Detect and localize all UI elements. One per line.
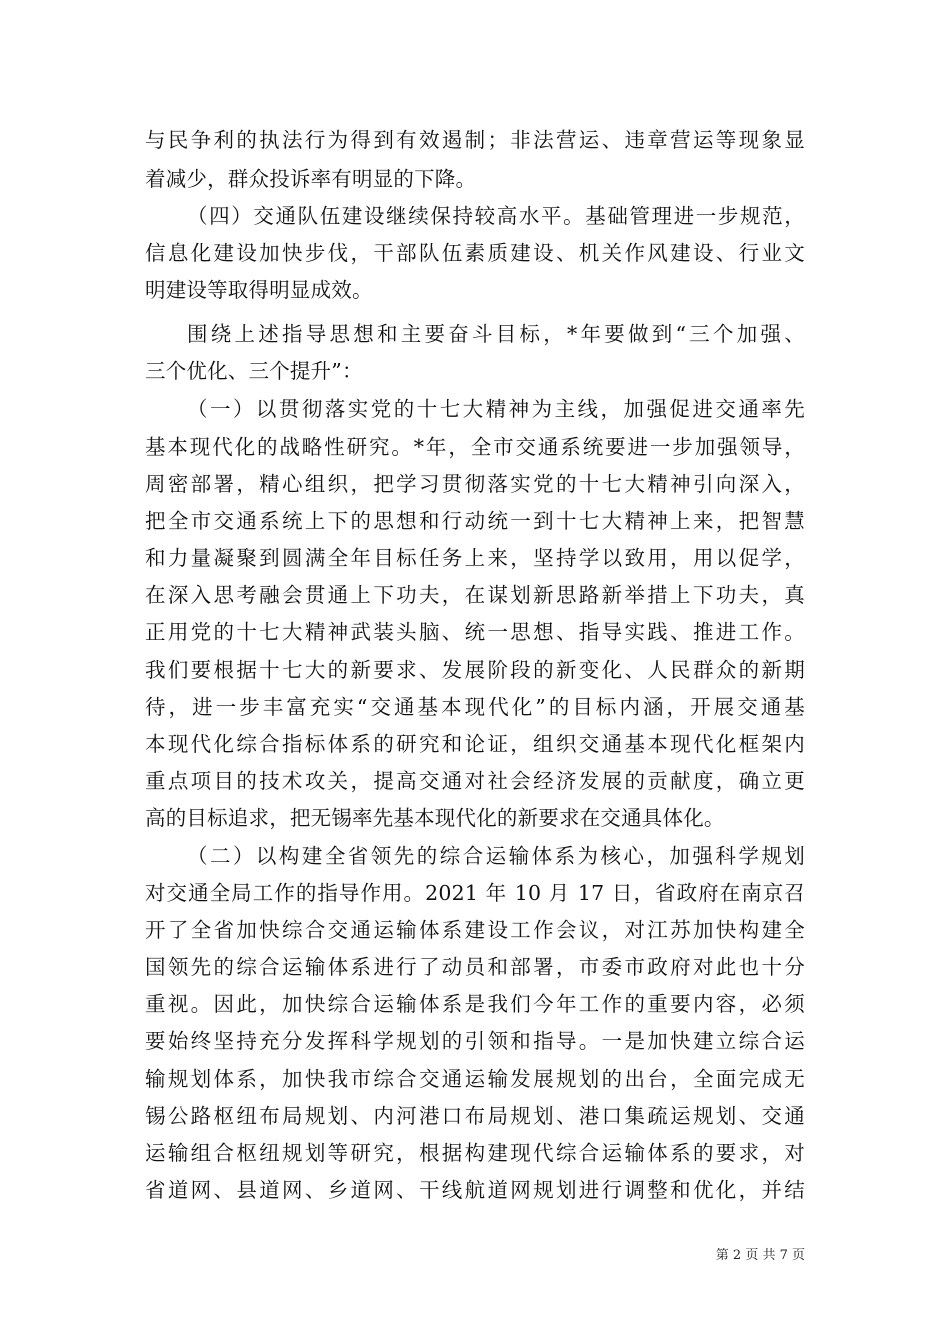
text-line: （二）以构建全省领先的综合运输体系为核心，加强科学规划 (187, 844, 805, 868)
text-line: 运输组合枢纽规划等研究，根据构建现代综合运输体系的要求，对 (145, 1141, 805, 1165)
text-line: （四）交通队伍建设继续保持较高水平。基础管理进一步规范， (187, 204, 805, 228)
text-line: 围绕上述指导思想和主要奋斗目标，*年要做到“三个加强、 (187, 322, 805, 346)
text-line: 对交通全局工作的指导作用。2021 年 10 月 17 日，省政府在南京召 (145, 881, 805, 905)
text-line: 开了全省加快综合交通运输体系建设工作会议，对江苏加快构建全 (145, 918, 805, 942)
text-line: 省道网、县道网、乡道网、干线航道网规划进行调整和优化，并结 (145, 1178, 805, 1202)
text-line: 明建设等取得明显成效。 (145, 278, 373, 302)
text-line: 着减少，群众投诉率有明显的下降。 (145, 167, 477, 191)
text-line: 和力量凝聚到圆满全年目标任务上来，坚持学以致用，用以促学， (145, 546, 805, 570)
text-line: 我们要根据十七大的新要求、发展阶段的新变化、人民群众的新期 (145, 658, 805, 682)
text-line: 国领先的综合运输体系进行了动员和部署，市委市政府对此也十分 (145, 955, 805, 979)
text-line: 输规划体系，加快我市综合交通运输发展规划的出台，全面完成无 (145, 1067, 805, 1091)
text-line: 周密部署，精心组织，把学习贯彻落实党的十七大精神引向深入， (145, 472, 805, 496)
text-line: 三个优化、三个提升”： (145, 359, 363, 383)
text-line: 信息化建设加快步伐，干部队伍素质建设、机关作风建设、行业文 (145, 241, 805, 265)
text-line: 把全市交通系统上下的思想和行动统一到十七大精神上来，把智慧 (145, 509, 805, 533)
text-line: 高的目标追求，把无锡率先基本现代化的新要求在交通具体化。 (145, 806, 725, 830)
text-line: 要始终坚持充分发挥科学规划的引领和指导。一是加快建立综合运 (145, 1029, 805, 1053)
text-line: 在深入思考融会贯通上下功夫，在谋划新思路新举措上下功夫，真 (145, 583, 805, 607)
text-line: （一）以贯彻落实党的十七大精神为主线，加强促进交通率先 (187, 397, 805, 421)
text-line: 本现代化综合指标体系的研究和论证，组织交通基本现代化框架内 (145, 732, 805, 756)
text-line: 待，进一步丰富充实“交通基本现代化”的目标内涵，开展交通基 (145, 695, 805, 719)
text-line: 锡公路枢纽布局规划、内河港口布局规划、港口集疏运规划、交通 (145, 1104, 805, 1128)
page-number: 第 2 页 共 7 页 (715, 1248, 805, 1263)
text-line: 重视。因此，加快综合运输体系是我们今年工作的重要内容，必须 (145, 992, 805, 1016)
text-line: 基本现代化的战略性研究。*年，全市交通系统要进一步加强领导， (145, 435, 805, 459)
text-line: 重点项目的技术攻关，提高交通对社会经济发展的贡献度，确立更 (145, 769, 805, 793)
text-line: 与民争利的执法行为得到有效遏制；非法营运、违章营运等现象显 (145, 128, 805, 152)
text-line: 正用党的十七大精神武装头脑、统一思想、指导实践、推进工作。 (145, 620, 805, 644)
